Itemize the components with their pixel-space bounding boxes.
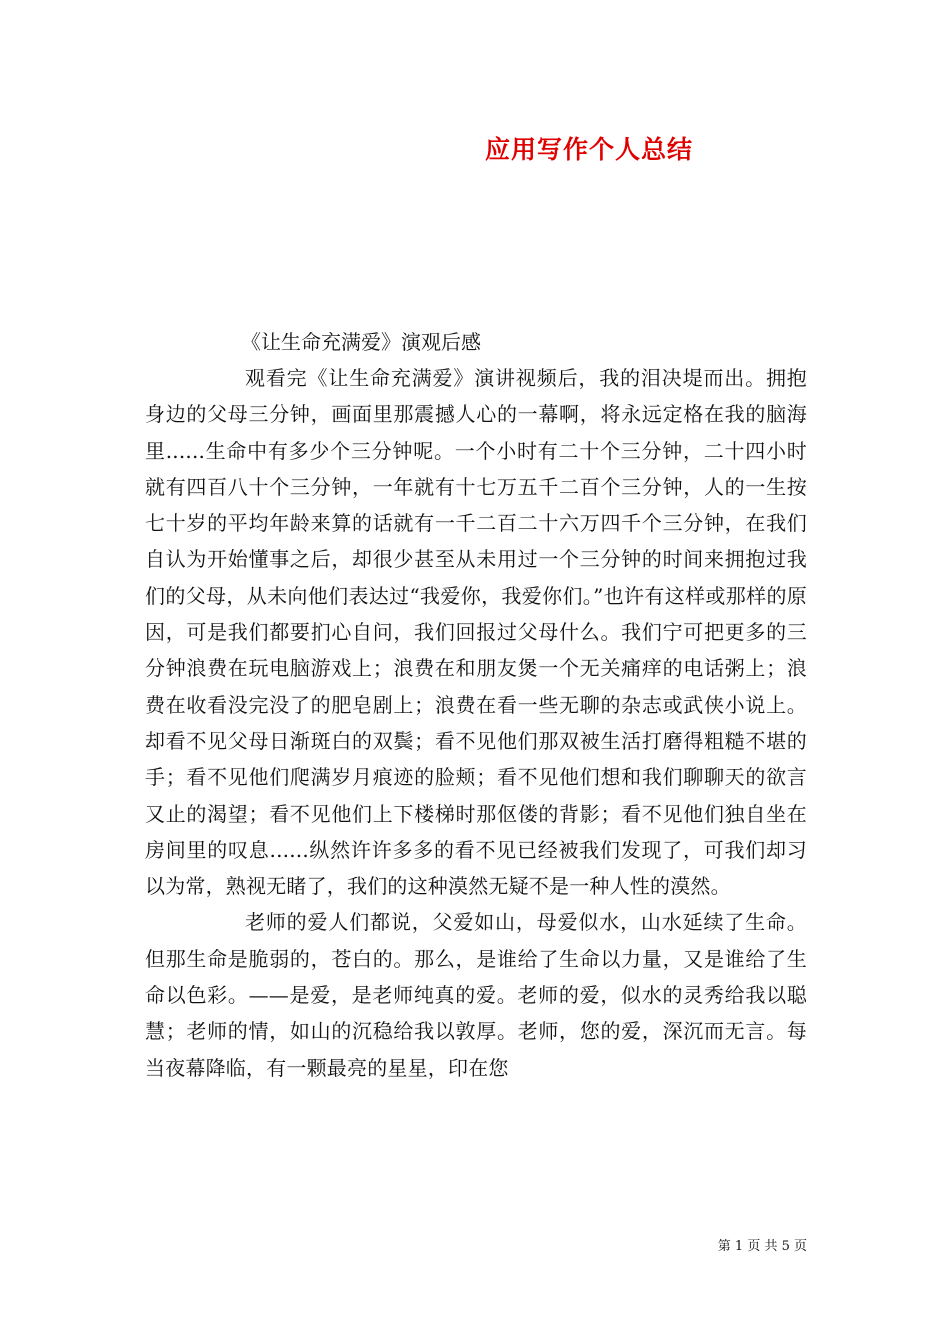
document-title: 应用写作个人总结 — [484, 135, 693, 164]
page-footer: 第 1 页 共 5 页 — [717, 1239, 807, 1254]
paragraph: 老师的爱人们都说，父爱如山，母爱似水，山水延续了生命。但那生命是脆弱的，苍白的。那么，是谁给了生命以力量，又是谁给了生命以色彩。——是爱，是老师纯真的爱。老师的爱，似水的灵秀给我以聪慧；老师的情，如山的沉稳给我以敦厚。老师，您的爱，深沉而无言。每当夜幕降临，有一颗最亮的星星，印在您 — [145, 910, 807, 1080]
article-body — [145, 324, 807, 1086]
paragraph: 观看完《让生命充满爱》演讲视频后，我的泪决堤而出。拥抱身边的父母三分钟，画面里那震撼人心的一幕啊，将永远定格在我的脑海里......生命中有多少个三分钟呢。一个小时有二十个三分钟，二十四小时就有四百八十个三分钟，一年就有十七万五千二百个三分钟，人的一生按七十岁的平均年龄来算的话就有一千二百二十六万四千个三分钟，在我们自认为开始懂事之后，却很少甚至从未用过一个三分钟的时间来拥抱过我们的父母，从未向他们表达过“我爱你，我爱你们。”也许有这样或那样的原因，可是我们都要扪心自问，我们回报过父母什么。我们宁可把更多的三分钟浪费在玩电脑游戏上；浪费在和朋友煲一个无关痛痒的电话粥上；浪费在收看没完没了的肥皂剧上；浪费在看一些无聊的杂志或武侠小说上。却看不见父母日渐斑白的双鬓；看不见他们那双被生活打磨得粗糙不堪的手；看不见他们爬满岁月痕迹的脸颊；看不见他们想和我们聊聊天的欲言又止的渴望；看不见他们上下楼梯时那伛偻的背影；看不见他们独自坐在房间里的叹息......纵然许许多多的看不见已经被我们发现了，可我们却习以为常，熟视无睹了，我们的这种漠然无疑不是一种人性的漠然。 — [145, 366, 807, 899]
article-subtitle: 《让生命充满爱》演观后感 — [241, 330, 481, 354]
